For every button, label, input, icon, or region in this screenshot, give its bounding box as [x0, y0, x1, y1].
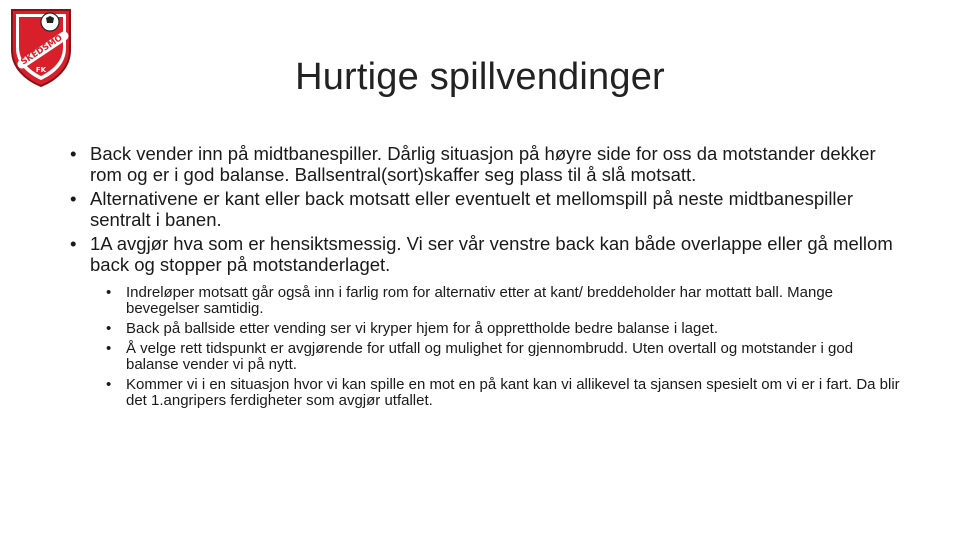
sub-bullet-item: • Kommer vi i en situasjon hvor vi kan spille en mot en på kant kan vi allikevel ta sjansen spesielt om vi er i fart. Da blir det 1.angripers ferdigheter som avgjør utfallet.: [106, 377, 900, 409]
svg-text:SKEDSMO: SKEDSMO: [19, 33, 65, 68]
bullet-item: • Alternativene er kant eller back motsatt eller eventuelt et mellomspill på neste midtbanespiller sentralt i banen.: [70, 189, 900, 230]
sub-bullet-item: • Å velge rett tidspunkt er avgjørende for utfall og mulighet for gjennombrudd. Uten overtall og motstander i god balanse vender vi på nytt.: [106, 341, 900, 373]
slide-title: Hurtige spillvendinger: [295, 56, 665, 98]
sub-bullet-item: • Back på ballside etter vending ser vi kryper hjem for å opprettholde bedre balanse i laget.: [106, 321, 900, 337]
sub-bullet-item: • Indreløper motsatt går også inn i farlig rom for alternativ etter at kant/ breddeholder har mottatt ball. Mange bevegelser samtidig.: [106, 285, 900, 317]
bullet-list: [70, 144, 900, 275]
bullet-item: • Back vender inn på midtbanespiller. Dårlig situasjon på høyre side for oss da motstander dekker rom og er i god balanse. Ballsentral(sort)skaffer seg plass til å slå motsatt.: [70, 144, 900, 185]
bullet-item: • 1A avgjør hva som er hensiktsmessig. Vi ser vår venstre back kan både overlappe eller gå mellom back og stopper på motstanderlaget.: [70, 234, 900, 275]
sub-bullet-list: [106, 285, 900, 409]
svg-text:FK: FK: [35, 66, 47, 74]
slide-body: [70, 144, 900, 413]
